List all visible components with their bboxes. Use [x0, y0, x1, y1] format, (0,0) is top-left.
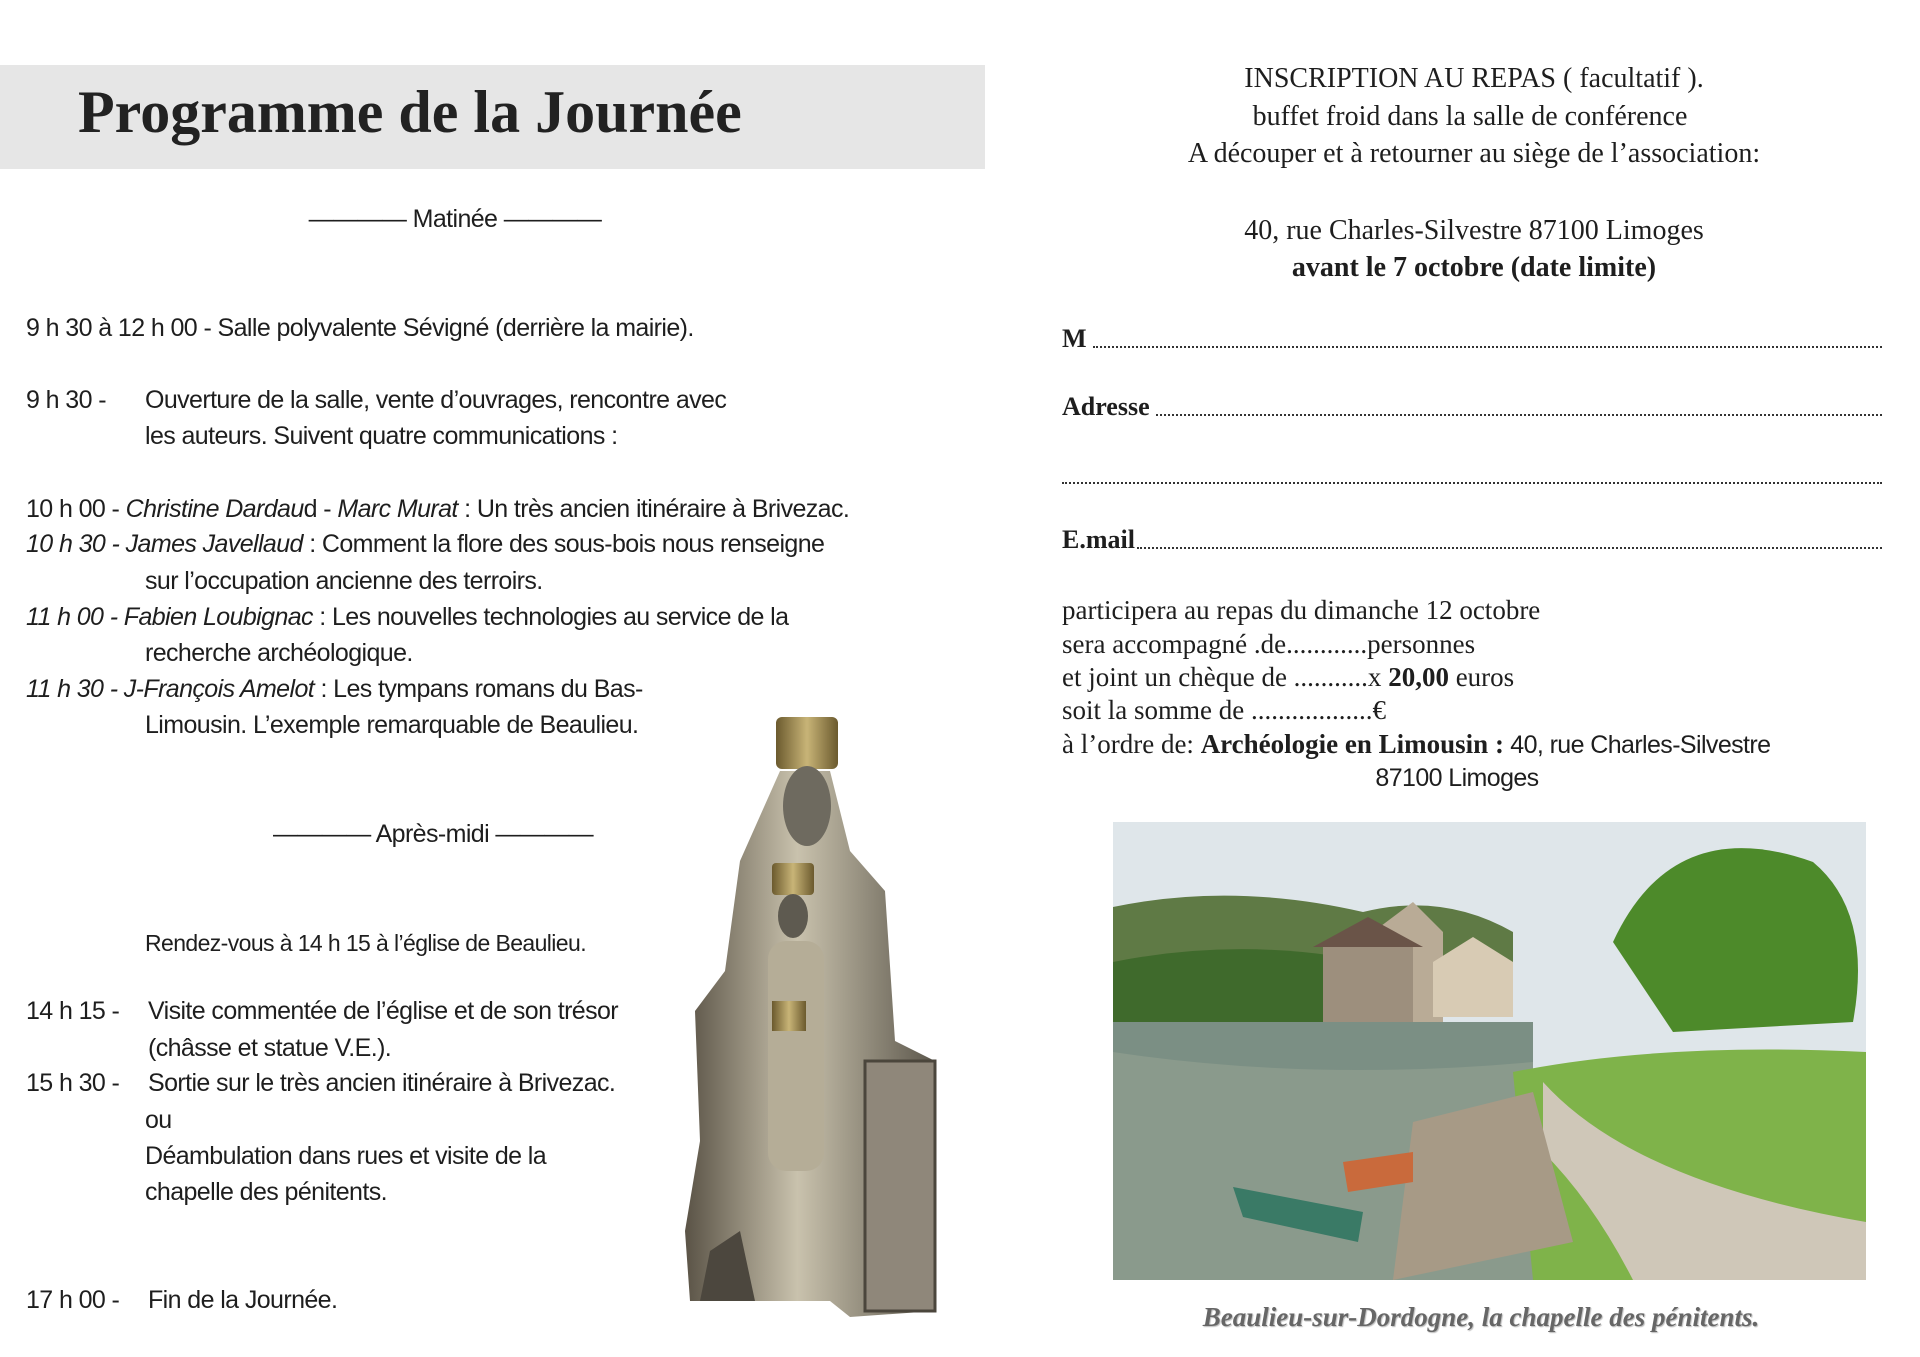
talk-speaker-2: Marc Murat: [337, 495, 458, 523]
afternoon-text: Déambulation dans rues et visite de la: [145, 1142, 547, 1170]
address-input-line[interactable]: [1156, 414, 1882, 416]
talk-item: [26, 675, 643, 704]
talk-speaker: Fabien Loubignac: [123, 603, 313, 631]
talk-title-2: recherche archéologique.: [145, 639, 413, 667]
afternoon-text: Sortie sur le très ancien itinéraire à Brivezac.: [148, 1069, 616, 1097]
companions-text: sera accompagné .de............personnes: [1062, 629, 1476, 659]
talk-title: : Les tympans romans du Bas-: [314, 675, 643, 703]
payee-label: à l’ordre de:: [1062, 729, 1201, 759]
afternoon-time: 14 h 15 -: [26, 997, 120, 1025]
deadline: avant le 7 octobre (date limite): [1291, 252, 1657, 283]
payee-address: 40, rue Charles-Silvestre: [1503, 731, 1771, 759]
name-field[interactable]: [1062, 324, 1882, 354]
payee-org: Archéologie en Limousin :: [1200, 729, 1504, 759]
currency-label: euros: [1448, 662, 1515, 692]
association-address: 40, rue Charles-Silvestre 87100 Limoges: [1244, 215, 1704, 246]
address-field[interactable]: [1062, 392, 1882, 422]
talk-sep: d -: [303, 495, 338, 523]
participation-text: participera au repas du dimanche 12 octobre: [1062, 595, 1541, 625]
cheque-label: et joint un chèque de ...........x: [1062, 662, 1389, 692]
morning-venue: 9 h 30 à 12 h 00 - Salle polyvalente Sévigné (derrière la mairie).: [26, 314, 694, 342]
talk-time: 11 h 00 -: [26, 603, 124, 631]
email-input-line[interactable]: [1137, 547, 1882, 549]
address-label: Adresse: [1062, 392, 1150, 421]
payee-city: 87100 Limoges: [1375, 764, 1539, 792]
beaulieu-chapel-photo: [1113, 822, 1866, 1280]
talk-title-2: Limousin. L’exemple remarquable de Beaulieu.: [145, 711, 639, 739]
talk-speaker: James Javellaud: [125, 530, 303, 558]
registration-header: INSCRIPTION AU REPAS ( facultatif ).: [1244, 63, 1704, 94]
afternoon-text: ou: [145, 1106, 172, 1134]
address-field-2[interactable]: [1062, 462, 1882, 490]
afternoon-text: chapelle des pénitents.: [145, 1178, 387, 1206]
talk-time: 10 h 00 -: [26, 495, 126, 523]
matinee-heading: ———— Matinée ————: [308, 205, 602, 233]
talk-title: : Les nouvelles technologies au service de la: [312, 603, 789, 631]
talk-item: [26, 603, 788, 632]
opening-text: Ouverture de la salle, vente d’ouvrages, rencontre avec: [145, 386, 727, 414]
payee-text: [1062, 729, 1770, 760]
talk-speaker: Christine Dardau: [125, 495, 304, 523]
price: 20,00: [1388, 662, 1449, 692]
talk-item: [26, 495, 849, 524]
email-field[interactable]: [1062, 525, 1882, 555]
talk-item: [26, 530, 824, 559]
rendezvous-text: Rendez-vous à 14 h 15 à l’église de Beaulieu.: [145, 930, 586, 956]
registration-subheader: buffet froid dans la salle de conférence: [1252, 101, 1688, 132]
opening-text-2: les auteurs. Suivent quatre communications :: [145, 422, 618, 450]
page-title: Programme de la Journée: [78, 79, 742, 145]
name-label: M: [1062, 324, 1087, 353]
afternoon-text: (châsse et statue V.E.).: [148, 1034, 392, 1062]
talk-time: 10 h 30 -: [26, 530, 126, 558]
cheque-text: [1062, 662, 1514, 693]
talk-title-2: sur l’occupation ancienne des terroirs.: [145, 567, 543, 595]
talk-speaker: J-François Amelot: [123, 675, 315, 703]
registration-instruction: A découper et à retourner au siège de l’association:: [1187, 138, 1761, 169]
afternoon-text: Visite commentée de l’église et de son trésor: [148, 997, 619, 1025]
afternoon-time: 17 h 00 -: [26, 1286, 120, 1314]
apresmidi-heading: ———— Après-midi ————: [273, 820, 593, 848]
virgin-statue-image: [680, 711, 942, 1317]
talk-time: 11 h 30 -: [26, 675, 124, 703]
total-text: soit la somme de ..................€: [1062, 695, 1386, 725]
afternoon-time: 15 h 30 -: [26, 1069, 120, 1097]
talk-title: : Un très ancien itinéraire à Brivezac.: [457, 495, 850, 523]
opening-time: 9 h 30 -: [26, 386, 106, 414]
talk-title: : Comment la flore des sous-bois nous renseigne: [302, 530, 825, 558]
address-input-line-2[interactable]: [1062, 482, 1882, 484]
name-input-line[interactable]: [1093, 346, 1882, 348]
email-label: E.mail: [1062, 525, 1135, 554]
photo-caption: Beaulieu-sur-Dordogne, la chapelle des pénitents.: [1202, 1302, 1760, 1332]
afternoon-text: Fin de la Journée.: [148, 1286, 338, 1314]
